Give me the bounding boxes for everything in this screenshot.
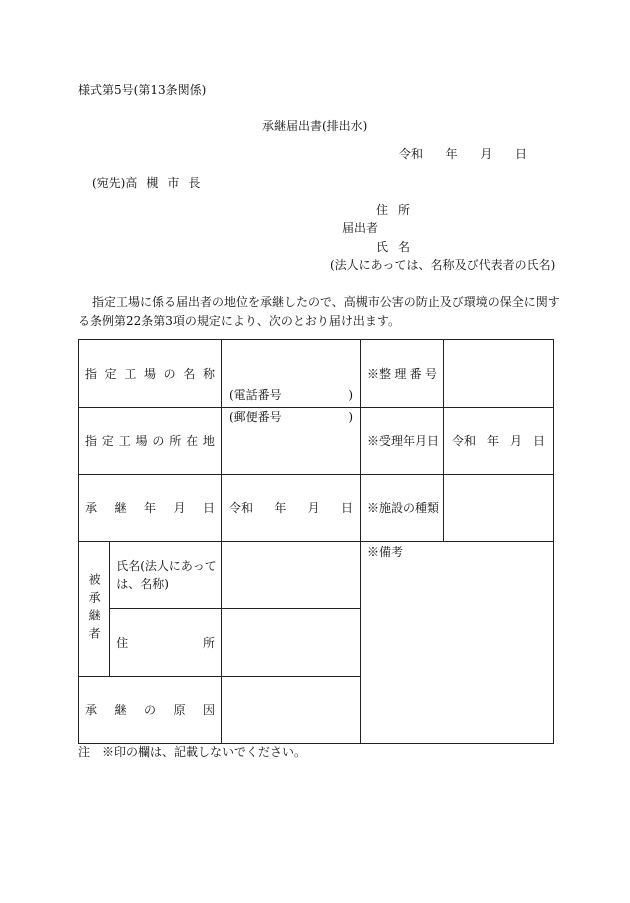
month-label: 月 bbox=[307, 501, 320, 515]
label-char: の bbox=[152, 434, 165, 448]
label-char: 継 bbox=[114, 703, 127, 717]
era-label: 令和 bbox=[229, 501, 254, 515]
label-char: 指 bbox=[85, 434, 98, 448]
label-char: 場 bbox=[135, 434, 148, 448]
facility-type-label-cell bbox=[361, 475, 444, 542]
notifier-label: 届出者 bbox=[342, 221, 379, 235]
predecessor-label-cell bbox=[79, 542, 110, 677]
corporation-note: (法人にあっては、名称及び代表者の氏名) bbox=[330, 258, 556, 272]
predecessor-address-input-cell[interactable] bbox=[222, 609, 361, 677]
phone-label: (電話番号 bbox=[229, 388, 282, 402]
reference-number-input-cell[interactable] bbox=[444, 340, 554, 408]
label-char: 年 bbox=[143, 501, 156, 515]
label-char: 継 bbox=[114, 501, 127, 515]
label-char: ※整 bbox=[367, 366, 392, 381]
remarks-cell[interactable] bbox=[361, 542, 554, 744]
label-char: の bbox=[143, 703, 156, 717]
predecessor-label: 被承継者 bbox=[87, 573, 102, 645]
label-char: 住 bbox=[116, 635, 129, 650]
label-char: 号 bbox=[424, 366, 437, 381]
year-label: 年 bbox=[274, 501, 287, 515]
received-date-label-cell bbox=[361, 408, 444, 475]
label-char: 名 bbox=[397, 240, 410, 254]
addressee-char: 槻 bbox=[146, 176, 159, 190]
label-char: 承 bbox=[85, 703, 98, 717]
label-char: 氏 bbox=[376, 240, 389, 254]
received-date-cell[interactable] bbox=[444, 408, 554, 475]
facility-type-label: ※施設の種類 bbox=[367, 501, 440, 515]
addressee-char: 長 bbox=[188, 176, 201, 190]
label-char: 月 bbox=[173, 501, 186, 515]
label-char: の bbox=[163, 366, 176, 381]
label-char: 承 bbox=[85, 501, 98, 515]
body-text-line-2: る条例第22条第3項の規定により、次のとおり届け出ます。 bbox=[78, 314, 400, 328]
label-char: 日 bbox=[202, 501, 215, 515]
predecessor-name-label: は、名称) bbox=[116, 577, 169, 591]
form-number: 様式第5号(第13条関係) bbox=[78, 83, 207, 97]
postal-close-paren: ) bbox=[348, 410, 353, 424]
factory-name-label-cell bbox=[79, 340, 222, 408]
reference-number-label-cell bbox=[361, 340, 444, 408]
factory-location-input-cell[interactable] bbox=[222, 408, 361, 475]
label-char: 因 bbox=[202, 703, 215, 717]
year-label: 年 bbox=[445, 147, 458, 161]
month-label: 月 bbox=[509, 434, 522, 448]
postal-code-label: (郵便番号 bbox=[229, 410, 282, 424]
label-char: 場 bbox=[143, 366, 156, 381]
notifier-address-label bbox=[376, 204, 410, 216]
era-label: 令和 bbox=[399, 147, 424, 161]
predecessor-name-label-cell bbox=[110, 542, 222, 609]
succession-form-table bbox=[78, 339, 554, 744]
label-char: 所 bbox=[169, 434, 182, 448]
label-char: 番 bbox=[409, 366, 422, 381]
succession-date-cell[interactable] bbox=[222, 475, 361, 542]
succession-date-label-cell bbox=[79, 475, 222, 542]
label-char: 定 bbox=[101, 434, 114, 448]
predecessor-name-input-cell[interactable] bbox=[222, 542, 361, 609]
phone-close-paren: ) bbox=[348, 388, 353, 402]
factory-location-label-cell bbox=[79, 408, 222, 475]
received-date-label: ※受理年月日 bbox=[367, 434, 440, 448]
label-char: 称 bbox=[202, 366, 215, 381]
label-char: 原 bbox=[173, 703, 186, 717]
succession-reason-label-cell bbox=[79, 677, 222, 744]
footnote: 注 ※印の欄は、記載しないでください。 bbox=[78, 745, 307, 759]
label-char: 工 bbox=[118, 434, 131, 448]
label-char: 住 bbox=[376, 203, 389, 217]
addressee-char: 高 bbox=[125, 176, 138, 190]
label-char: 所 bbox=[202, 635, 215, 650]
label-char: 在 bbox=[186, 434, 199, 448]
label-char: 地 bbox=[202, 434, 215, 448]
addressee-char: 市 bbox=[167, 176, 180, 190]
addressee bbox=[92, 177, 200, 189]
label-char: 工 bbox=[124, 366, 137, 381]
date-line bbox=[399, 148, 527, 160]
remarks-label: ※備考 bbox=[367, 545, 404, 559]
notifier-name-label bbox=[376, 241, 410, 253]
label-char: 定 bbox=[104, 366, 117, 381]
body-text-line-1: 指定工場に係る届出者の地位を承継したので、高槻市公害の防止及び環境の保全に関す bbox=[92, 295, 560, 309]
day-label: 日 bbox=[532, 434, 545, 448]
succession-reason-input-cell[interactable] bbox=[222, 677, 361, 744]
day-label: 日 bbox=[514, 147, 527, 161]
label-char: 指 bbox=[85, 366, 98, 381]
era-label: 令和 bbox=[452, 434, 477, 448]
label-char: 名 bbox=[183, 366, 196, 381]
facility-type-input-cell[interactable] bbox=[444, 475, 554, 542]
addressee-prefix: (宛先) bbox=[92, 176, 126, 190]
year-label: 年 bbox=[486, 434, 499, 448]
label-char: 理 bbox=[394, 366, 407, 381]
predecessor-address-label-cell bbox=[110, 609, 222, 677]
label-char: 所 bbox=[397, 203, 410, 217]
predecessor-name-label: 氏名(法人にあって bbox=[116, 559, 217, 573]
month-label: 月 bbox=[480, 147, 493, 161]
factory-name-input-cell[interactable] bbox=[222, 340, 361, 408]
document-title: 承継届出書(排出水) bbox=[262, 119, 368, 133]
day-label: 日 bbox=[340, 501, 353, 515]
